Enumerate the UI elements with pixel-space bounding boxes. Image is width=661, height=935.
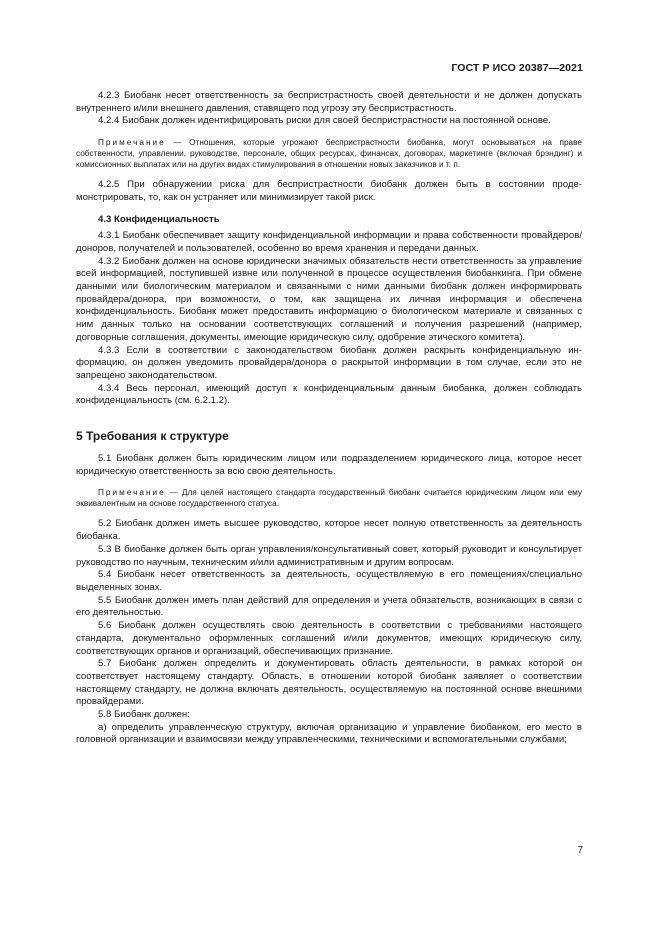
paragraph-4-2-3: 4.2.3 Биобанк несет ответственность за беспристрастность своей деятельности и не должен допускать внутреннего и/или внешнего давления, ставящего под угрозу эту беспристрастность.	[76, 90, 582, 114]
paragraph-4-3-4: 4.3.4 Весь персонал, имеющий доступ к конфиденциальным данным биобанка, должен соблюдать конфиденциальность (см. 6.2.1.2).	[76, 382, 582, 407]
paragraph-5-3: 5.3 В биобанке должен быть орган управления/консультативный совет, который руководит и консультирует руководство по научным, техническим и/или административным и другим вопросам.	[76, 543, 582, 568]
note-state-biobank	[76, 487, 582, 509]
paragraph-5-4: 5.4 Биобанк несет ответственность за деятельность, осуществляемую в его помещениях/специально выделенных зонах.	[76, 569, 582, 593]
document-code-header: ГОСТ Р ИСО 20387—2021	[451, 62, 583, 74]
note-label: Примечание	[98, 488, 166, 498]
note-label: Примечание	[98, 138, 166, 148]
paragraph-4-3-2: 4.3.2 Биобанк должен на основе юридически значимых обязательств нести ответственность за управление всей информацией, поступившей извне или полученной в процессе осуществления биобанкинга. При обмене данными или биологическим материалом и связанными с ними данными биобанк должен информировать провайдера/донора, при возможности, о том, как защищена их личная информация и обеспечена конфиденциальность. Биобанк может предоставить информацию о биологическом материале и связанных с ним данных только на основании соответствующих соглашений и получения разрешений (например, договорные соглашения, документы, имеющие юридическую силу, одобрение этического комитета).	[76, 255, 582, 343]
paragraph-4-2-4: 4.2.4 Биобанк должен идентифицировать риски для своей беспристрастности на постоянной основе.	[98, 115, 551, 127]
paragraph-5-8: 5.8 Биобанк должен:	[98, 709, 190, 721]
list-item-5-8-a: a) определить управленческую структуру, включая организацию и управление биобанком, его место в головной организации и взаимосвязи между управленческими, техническими и вспомогательными службами;	[76, 721, 582, 746]
paragraph-4-3-3: 4.3.3 Если в соответствии с законодательством биобанк должен раскрыть конфиденциальную информацию, он должен уведомить провайдера/донора о раскрытой информации в том случае, если это не запрещено законодательством.	[76, 344, 582, 381]
document-body	[76, 90, 582, 747]
paragraph-5-2: 5.2 Биобанк должен иметь высшее руководство, которое несет полную ответственность за деятельность биобанка.	[76, 518, 582, 543]
note-impartiality	[76, 137, 582, 170]
paragraph-4-3-1: 4.3.1 Биобанк обеспечивает защиту конфиденциальной информации и права собственности провайдеров/доноров, получателей и пользователей, особенно во время хранения и передачи данных.	[76, 230, 582, 254]
paragraph-5-6: 5.6 Биобанк должен осуществлять свою деятельность в соответствии с требованиями настоящего стандарта, документально оформленных соглашений и/или документов, имеющих юридическую силу, соответствующих органов и организаций, обеспечивающих признание.	[76, 620, 582, 657]
paragraph-5-7: 5.7 Биобанк должен определить и документировать область деятельности, в рамках которой он соответствует настоящему стандарту. Область, в отношении которой биобанк заявляет о соответствии настоящему стандарту, не должна включать деятельность, осуществляемую на постоянной основе внешними провайдерами.	[76, 658, 582, 708]
paragraph-4-2-5: 4.2.5 При обнаружении риска для беспристрастности биобанк должен быть в состоянии продемонстрировать, то, как он устраняет или минимизирует такой риск.	[76, 179, 582, 203]
note-text: — Для целей настоящего стандарта государственный биобанк считается юридическим лицом или ему эквивалентным на основе государственного статуса.	[76, 488, 582, 509]
note-text: — Отношения, которые угрожают беспристрастности биобанка, могут основываться на праве собственности, управлении, руководстве, персонале, общих ресурсах, финансах, договорах, маркетинге (включая брэндинг) и комиссионных выплатах или на других видах стимулирования в отношении новых заказчиков и т. п.	[76, 138, 582, 170]
page-number: 7	[577, 845, 583, 856]
paragraph-5-1: 5.1 Биобанк должен быть юридическим лицом или подразделением юридического лица, которое несет юридическую ответственность за всю свою деятельность.	[76, 453, 582, 477]
paragraph-5-5: 5.5 Биобанк должен иметь план действий для определения и учета обязательств, возникающих в связи с его деятельностью.	[76, 594, 582, 619]
subsection-heading-4-3: 4.3 Конфиденциальность	[98, 213, 220, 225]
section-heading-5: 5 Требования к структуре	[76, 429, 229, 444]
